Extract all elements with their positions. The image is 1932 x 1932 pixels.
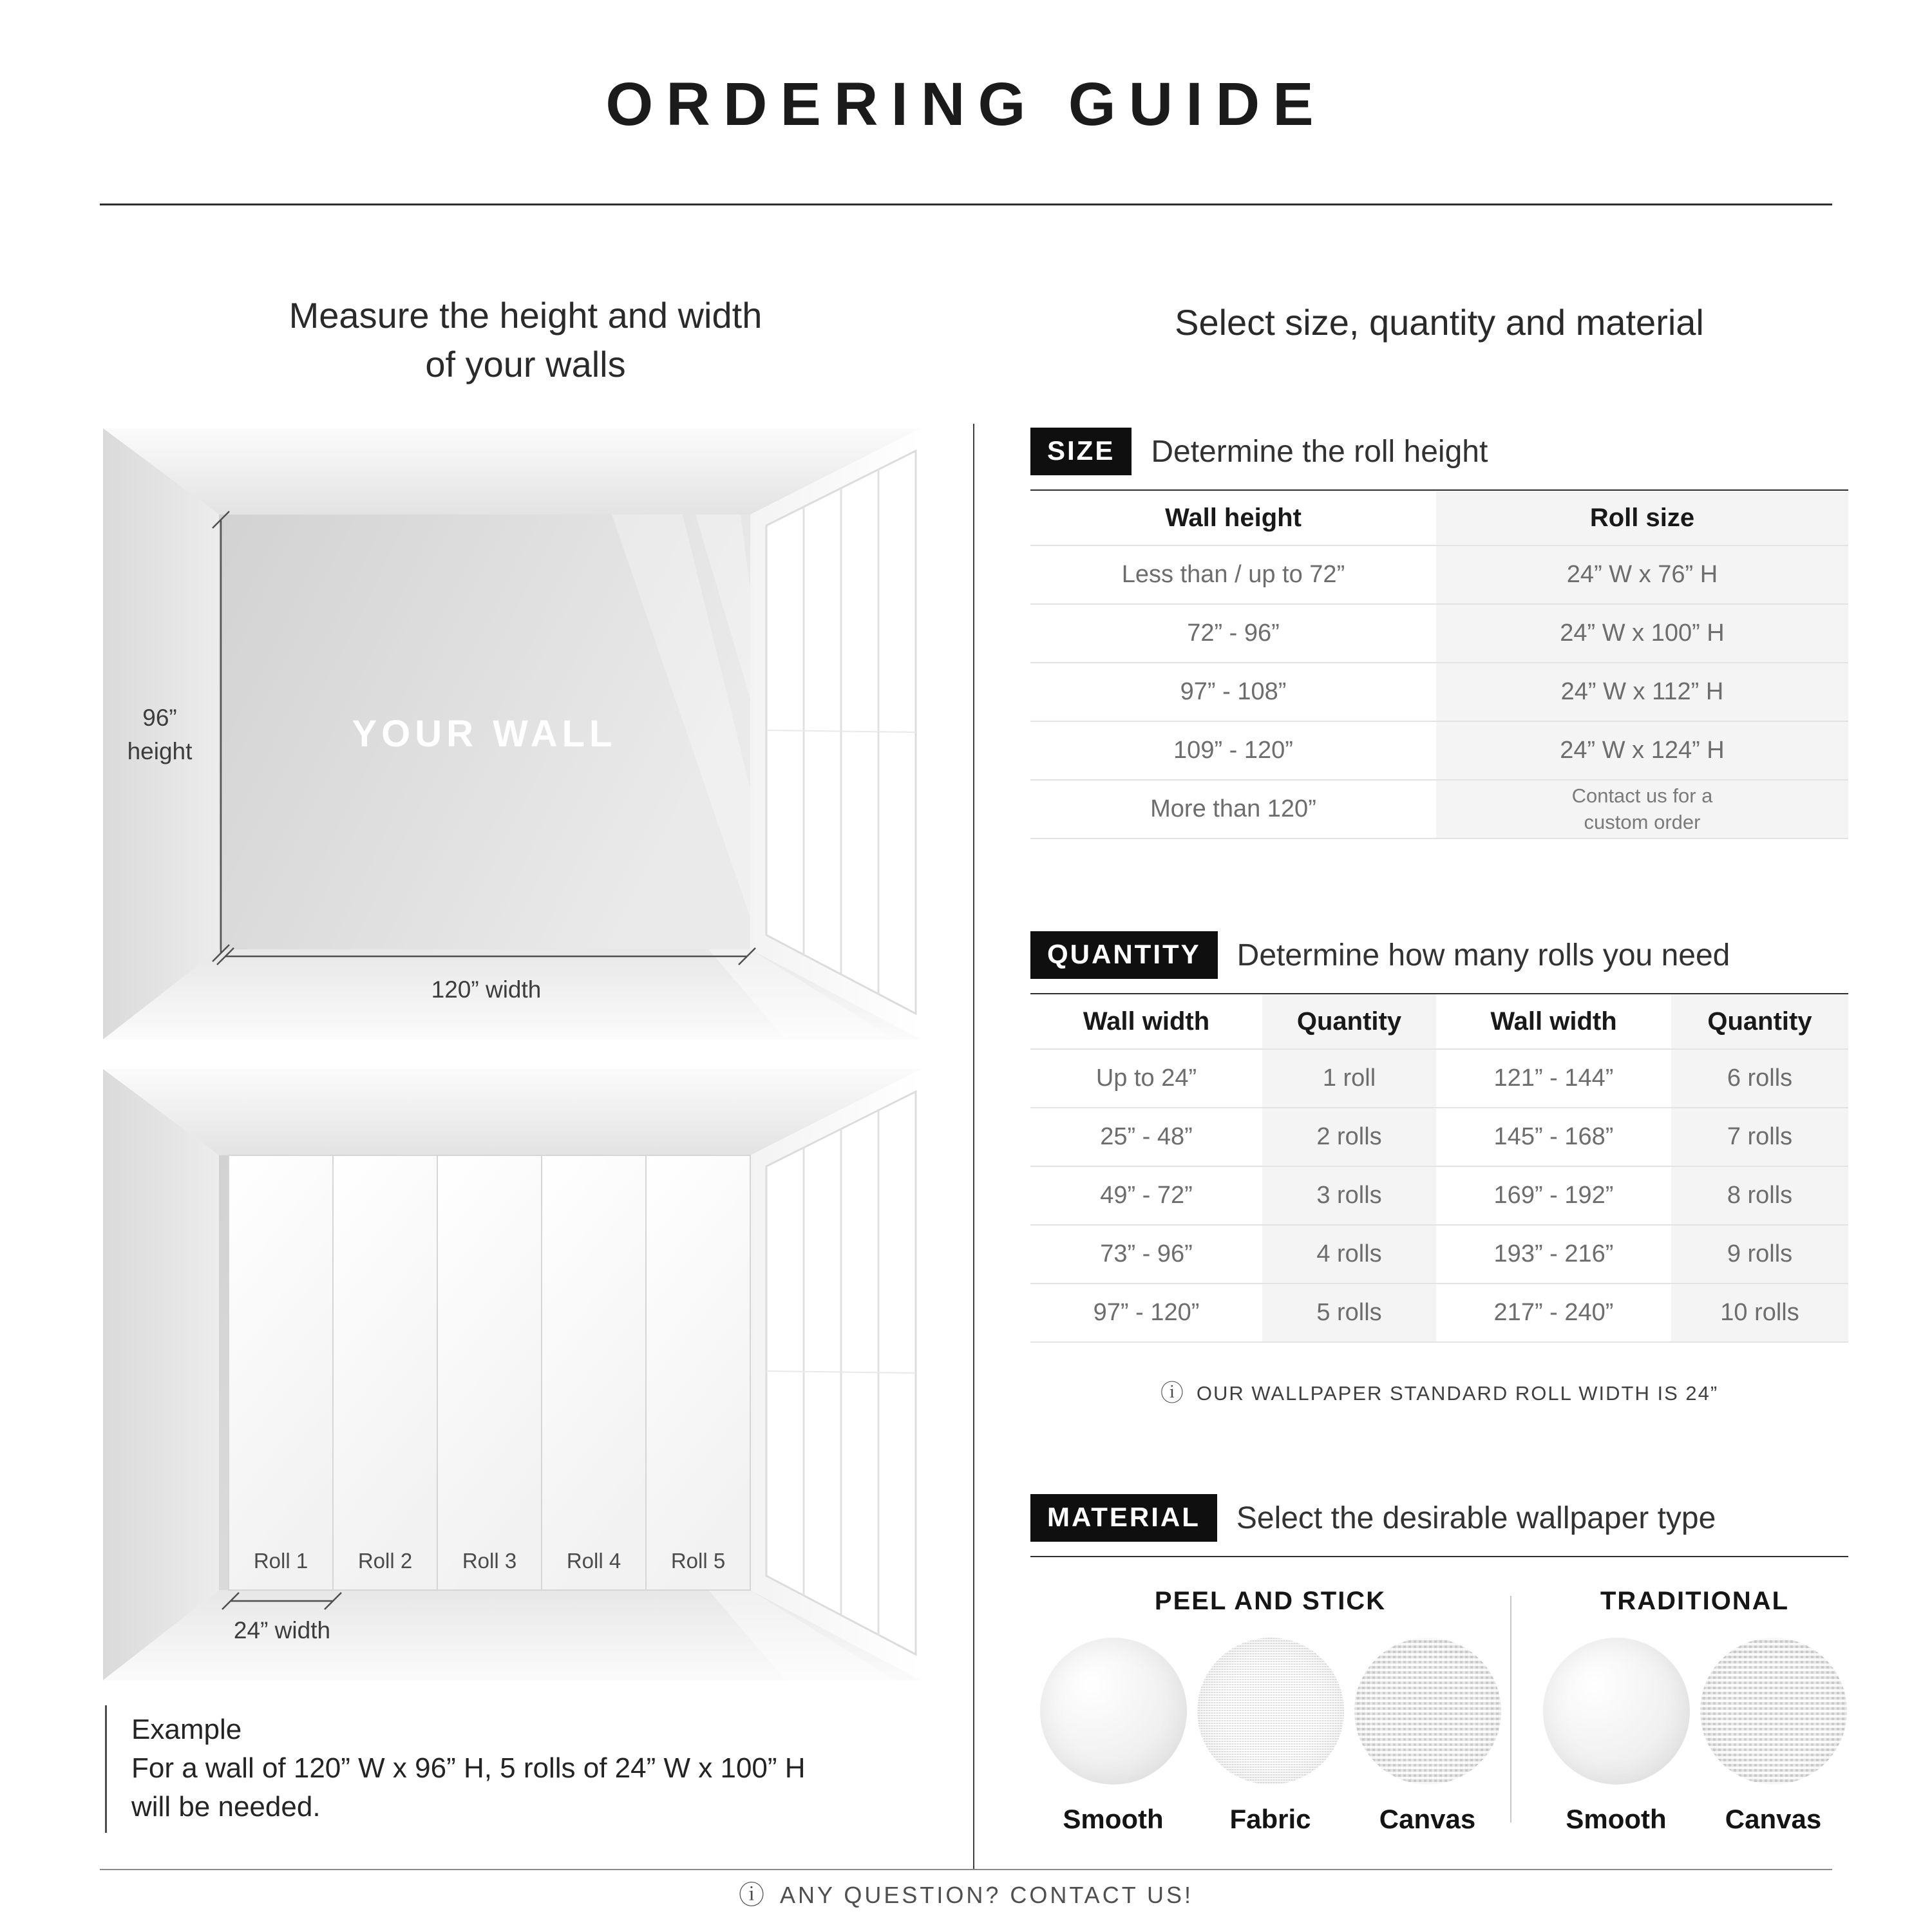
example-line1: For a wall of 120” W x 96” H, 5 rolls of 24” W x 100” H bbox=[131, 1752, 806, 1784]
example-block bbox=[105, 1705, 929, 1833]
swatch-label: Canvas bbox=[1725, 1804, 1822, 1834]
swatch-item bbox=[1354, 1638, 1501, 1835]
roll-label-5: Roll 5 bbox=[670, 1549, 726, 1573]
window bbox=[766, 451, 916, 1014]
size-section-header bbox=[1030, 428, 1848, 491]
footer-text: ANY QUESTION? CONTACT US! bbox=[779, 1882, 1194, 1908]
roll-width-label: 24” width bbox=[233, 1617, 331, 1643]
size-cell-wall: 97” - 108” bbox=[1030, 663, 1436, 722]
your-wall-label: YOUR WALL bbox=[352, 713, 617, 755]
swatch-item bbox=[1040, 1638, 1187, 1835]
roll-label-2: Roll 2 bbox=[357, 1549, 413, 1573]
title-divider bbox=[100, 204, 1832, 205]
window bbox=[766, 1092, 916, 1654]
roll-width-note-text: OUR WALLPAPER STANDARD ROLL WIDTH IS 24” bbox=[1196, 1382, 1719, 1405]
quantity-badge: QUANTITY bbox=[1030, 931, 1218, 979]
size-badge: SIZE bbox=[1030, 428, 1132, 475]
quantity-section bbox=[1030, 931, 1848, 1343]
height-word-label: height bbox=[127, 738, 193, 764]
smooth-swatch-icon bbox=[1040, 1638, 1187, 1785]
room-illustration-measure bbox=[103, 428, 921, 1039]
swatch-item bbox=[1543, 1638, 1690, 1835]
qty-cell: 2 rolls bbox=[1262, 1108, 1436, 1167]
qty-cell: 193” - 216” bbox=[1436, 1226, 1671, 1284]
material-section bbox=[1030, 1494, 1848, 1835]
column-divider bbox=[973, 424, 974, 1870]
wallpaper-roll-panels bbox=[229, 1155, 750, 1590]
material-group-traditional bbox=[1511, 1587, 1848, 1835]
size-section-title: Determine the roll height bbox=[1151, 434, 1488, 469]
qty-cell: 8 rolls bbox=[1671, 1167, 1848, 1226]
swatch-label: Smooth bbox=[1063, 1804, 1164, 1834]
material-section-title: Select the desirable wallpaper type bbox=[1236, 1501, 1716, 1535]
swatch-label: Fabric bbox=[1229, 1804, 1311, 1834]
footer bbox=[0, 1882, 1932, 1909]
qty-cell: 97” - 120” bbox=[1030, 1284, 1262, 1343]
size-cell-roll: 24” W x 112” H bbox=[1436, 663, 1848, 722]
size-cell-roll bbox=[1436, 781, 1848, 839]
swatch-row bbox=[1541, 1638, 1848, 1835]
roll-panel bbox=[646, 1155, 750, 1590]
left-heading-line2: of your walls bbox=[425, 344, 626, 384]
qty-cell: 169” - 192” bbox=[1436, 1167, 1671, 1226]
quantity-table bbox=[1030, 994, 1848, 1343]
qty-cell: 4 rolls bbox=[1262, 1226, 1436, 1284]
qty-cell: 25” - 48” bbox=[1030, 1108, 1262, 1167]
quantity-section-title: Determine how many rolls you need bbox=[1236, 938, 1730, 972]
roll-label-4: Roll 4 bbox=[566, 1549, 621, 1573]
height-value-label: 96” bbox=[142, 705, 177, 731]
qty-header-quantity-2: Quantity bbox=[1671, 994, 1848, 1050]
qty-cell: 1 roll bbox=[1262, 1050, 1436, 1108]
canvas-swatch-icon bbox=[1354, 1638, 1501, 1785]
left-column-heading bbox=[103, 291, 948, 389]
size-section bbox=[1030, 428, 1848, 839]
material-section-header bbox=[1030, 1494, 1848, 1557]
material-badge: MATERIAL bbox=[1030, 1494, 1217, 1542]
roll-label-3: Roll 3 bbox=[462, 1549, 517, 1573]
size-header-wall-height: Wall height bbox=[1030, 491, 1436, 546]
qty-cell: 145” - 168” bbox=[1436, 1108, 1671, 1167]
qty-cell: 3 rolls bbox=[1262, 1167, 1436, 1226]
info-icon: ⓘ bbox=[738, 1880, 767, 1910]
right-column-heading: Select size, quantity and material bbox=[1175, 302, 1704, 343]
size-cell-wall: 109” - 120” bbox=[1030, 722, 1436, 781]
size-cell-roll: 24” W x 76” H bbox=[1436, 546, 1848, 605]
qty-cell: 7 rolls bbox=[1671, 1108, 1848, 1167]
qty-cell: Up to 24” bbox=[1030, 1050, 1262, 1108]
size-cell-wall: 72” - 96” bbox=[1030, 605, 1436, 663]
fabric-swatch-icon bbox=[1197, 1638, 1344, 1785]
roll-panel bbox=[229, 1155, 333, 1590]
room-illustration-rolls bbox=[103, 1069, 921, 1680]
material-group-name: PEEL AND STICK bbox=[1154, 1587, 1387, 1615]
page-title: ORDERING GUIDE bbox=[605, 70, 1327, 138]
swatch-item bbox=[1197, 1638, 1344, 1835]
qty-cell: 121” - 144” bbox=[1436, 1050, 1671, 1108]
swatch-row bbox=[1030, 1638, 1510, 1835]
roll-panel bbox=[333, 1155, 437, 1590]
size-cell-wall: More than 120” bbox=[1030, 781, 1436, 839]
material-group-peel-and-stick bbox=[1030, 1587, 1510, 1835]
roll-panel bbox=[437, 1155, 542, 1590]
roll-label-1: Roll 1 bbox=[253, 1549, 308, 1573]
size-cell-roll: 24” W x 100” H bbox=[1436, 605, 1848, 663]
canvas-swatch-icon bbox=[1700, 1638, 1847, 1785]
qty-cell: 6 rolls bbox=[1671, 1050, 1848, 1108]
qty-cell: 217” - 240” bbox=[1436, 1284, 1671, 1343]
qty-header-wall-width-2: Wall width bbox=[1436, 994, 1671, 1050]
info-icon: ⓘ bbox=[1160, 1380, 1185, 1406]
qty-header-quantity-1: Quantity bbox=[1262, 994, 1436, 1050]
width-label: 120” width bbox=[431, 976, 542, 1003]
size-header-roll-size: Roll size bbox=[1436, 491, 1848, 546]
left-heading-line1: Measure the height and width bbox=[289, 295, 762, 336]
qty-cell: 73” - 96” bbox=[1030, 1226, 1262, 1284]
qty-cell: 9 rolls bbox=[1671, 1226, 1848, 1284]
roll-width-note bbox=[1030, 1382, 1848, 1405]
qty-cell: 5 rolls bbox=[1262, 1284, 1436, 1343]
size-cell-wall: Less than / up to 72” bbox=[1030, 546, 1436, 605]
smooth-swatch-icon bbox=[1543, 1638, 1690, 1785]
example-title: Example bbox=[131, 1714, 242, 1745]
swatch-item bbox=[1700, 1638, 1847, 1835]
swatch-label: Canvas bbox=[1379, 1804, 1476, 1834]
size-table bbox=[1030, 491, 1848, 839]
qty-cell: 10 rolls bbox=[1671, 1284, 1848, 1343]
qty-header-wall-width-1: Wall width bbox=[1030, 994, 1262, 1050]
example-line2: will be needed. bbox=[131, 1791, 321, 1823]
quantity-section-header bbox=[1030, 931, 1848, 994]
roll-panel bbox=[542, 1155, 646, 1590]
size-cell-roll: 24” W x 124” H bbox=[1436, 722, 1848, 781]
swatch-label: Smooth bbox=[1566, 1804, 1667, 1834]
qty-cell: 49” - 72” bbox=[1030, 1167, 1262, 1226]
material-group-name: TRADITIONAL bbox=[1600, 1587, 1790, 1615]
material-groups bbox=[1030, 1587, 1848, 1835]
size-cell-roll-text: Contact us for a custom order bbox=[1571, 784, 1713, 833]
footer-divider bbox=[100, 1869, 1832, 1870]
